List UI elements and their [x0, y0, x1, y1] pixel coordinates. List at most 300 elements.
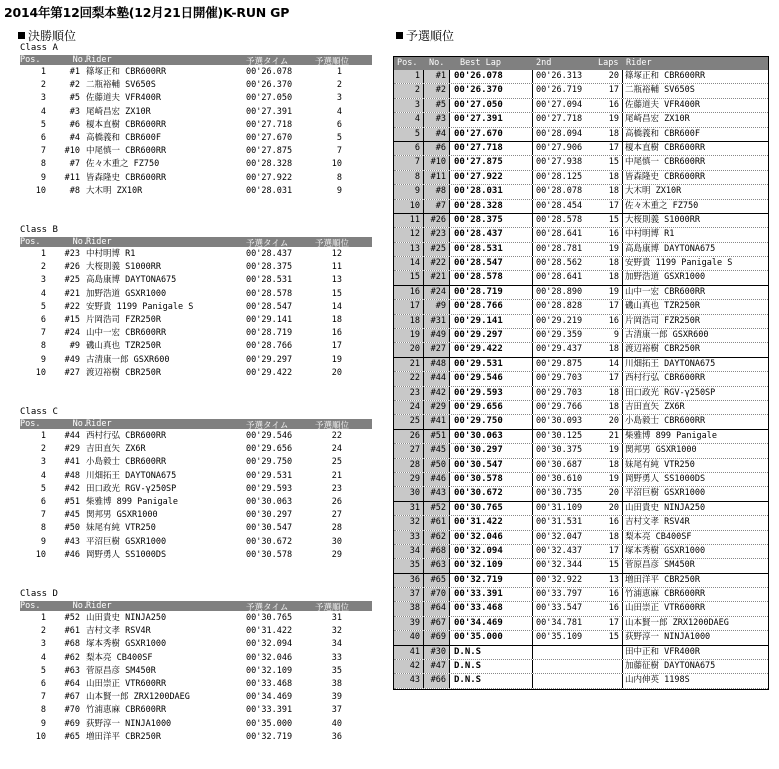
- cell-second: 00'28.781: [532, 243, 582, 256]
- cell-laps: 15: [608, 214, 619, 225]
- cell-laps: 19: [608, 114, 619, 125]
- cell-rider: 小島毅士 CBR600RR: [622, 415, 705, 428]
- cell-qual: 7: [336, 146, 342, 157]
- cell-laps: 19: [608, 445, 619, 456]
- cell-rider: 佐藤道夫 VFR400R: [622, 99, 700, 112]
- cell-best: 00'30.765: [454, 502, 503, 513]
- header-time: 予選タイム: [246, 239, 289, 249]
- cell-qual: 2: [336, 80, 342, 91]
- cell-pos: 5: [40, 665, 46, 676]
- qualifying-row: [394, 545, 768, 559]
- page-title: 2014年第12回梨本塾(12月21日開催)K-RUN GP: [4, 5, 290, 20]
- qualifying-row: [394, 516, 768, 530]
- cell-rider: 山中一宏 CBR600RR: [86, 328, 167, 339]
- cell-second: 00'29.219: [532, 315, 582, 328]
- cell-best: 00'29.531: [454, 358, 503, 369]
- cell-qual: 10: [331, 159, 342, 170]
- cell-laps: 17: [608, 200, 619, 211]
- final-result-row: [20, 470, 372, 483]
- cell-qual: 40: [331, 718, 342, 729]
- cell-second: 00'28.078: [532, 185, 582, 198]
- cell-laps: 17: [608, 617, 619, 628]
- cell-no: #65: [424, 574, 450, 587]
- final-result-row: [20, 652, 372, 665]
- cell-no: #5: [69, 93, 80, 104]
- cell-pos: 9: [40, 718, 46, 729]
- cell-no: #64: [424, 602, 450, 615]
- cell-no: #9: [69, 341, 80, 352]
- cell-time: 00'29.141: [246, 315, 293, 325]
- cell-pos: 27: [394, 444, 424, 457]
- qualifying-table: [393, 56, 769, 690]
- cell-time: 00'28.437: [246, 249, 293, 259]
- qualifying-row: [394, 559, 768, 573]
- final-result-row: [20, 79, 372, 92]
- cell-rider: 加藤征樹 DAYTONA675: [622, 660, 715, 673]
- cell-second: 00'29.766: [532, 401, 582, 414]
- final-table-header: [20, 55, 372, 65]
- cell-pos: 5: [40, 301, 46, 312]
- cell-no: #69: [64, 718, 80, 729]
- cell-pos: 2: [40, 444, 46, 455]
- cell-qual: 4: [336, 106, 342, 117]
- cell-no: #15: [64, 315, 80, 325]
- final-table-header: [20, 601, 372, 611]
- cell-qual: 37: [331, 705, 342, 716]
- final-result-row: [20, 456, 372, 469]
- cell-second: 00'29.875: [532, 358, 582, 371]
- cell-laps: 16: [608, 99, 619, 110]
- cell-second: 00'28.641: [532, 228, 582, 241]
- cell-rider: 塚本秀樹 GSXR1000: [622, 545, 705, 558]
- cell-best: 00'30.547: [454, 459, 503, 470]
- cell-rider: 大木明 ZX10R: [622, 185, 681, 198]
- cell-no: #8: [424, 185, 450, 198]
- cell-second: 00'28.578: [532, 214, 582, 227]
- cell-rider: 平沼巨樹 GSXR1000: [622, 487, 705, 500]
- cell-laps: 15: [608, 632, 619, 643]
- cell-pos: 25: [394, 415, 424, 428]
- cell-rider: 梨本亮 CB400SF: [622, 531, 691, 544]
- cell-time: 00'32.046: [246, 652, 293, 663]
- cell-no: #50: [64, 523, 80, 534]
- cell-pos: 18: [394, 315, 424, 328]
- qualifying-row: [394, 631, 768, 645]
- cell-pos: 20: [394, 343, 424, 356]
- cell-laps: 14: [608, 358, 619, 369]
- cell-rider: 岡野勇人 SS1000DS: [86, 549, 167, 560]
- final-results-heading-text: 決勝順位: [28, 29, 77, 43]
- cell-qual: 16: [331, 328, 342, 339]
- cell-time: 00'28.031: [246, 185, 293, 196]
- cell-best: 00'28.375: [454, 214, 503, 225]
- cell-no: #21: [64, 288, 80, 299]
- cell-time: 00'29.593: [246, 483, 293, 494]
- cell-best: 00'29.750: [454, 416, 503, 427]
- cell-best: 00'32.719: [454, 574, 503, 585]
- cell-pos: 5: [40, 483, 46, 494]
- final-table-header: [20, 419, 372, 429]
- cell-time: 00'32.094: [246, 639, 293, 650]
- cell-time: 00'27.391: [246, 106, 293, 117]
- cell-time: 00'28.578: [246, 288, 293, 299]
- cell-no: #1: [69, 67, 80, 77]
- cell-no: #24: [64, 328, 80, 339]
- cell-no: #10: [424, 156, 450, 169]
- cell-time: 00'30.765: [246, 613, 293, 623]
- cell-rider: 高橋義和 CBR600F: [622, 128, 700, 141]
- cell-no: #49: [424, 329, 450, 342]
- final-result-row: [20, 522, 372, 535]
- cell-second: 00'32.922: [532, 574, 582, 587]
- header-time: 予選タイム: [246, 57, 289, 67]
- qualifying-row: [394, 660, 768, 674]
- cell-second: 00'28.641: [532, 271, 582, 284]
- final-result-row: [20, 66, 372, 79]
- qualifying-row: [394, 502, 768, 516]
- cell-laps: 18: [608, 459, 619, 470]
- cell-second: 00'29.437: [532, 343, 582, 356]
- cell-no: #4: [69, 133, 80, 143]
- cell-rider: 二瓶裕輔 SV650S: [622, 84, 695, 97]
- cell-best: 00'33.468: [454, 603, 503, 614]
- cell-laps: [594, 660, 619, 673]
- cell-best: 00'34.469: [454, 617, 503, 628]
- cell-no: #61: [424, 516, 450, 529]
- cell-laps: 17: [608, 85, 619, 96]
- qualifying-row: [394, 531, 768, 545]
- final-result-row: [20, 536, 372, 549]
- cell-rider: 安野貴 1199 Panigale S: [622, 257, 732, 270]
- cell-laps: 18: [608, 258, 619, 269]
- cell-pos: 16: [394, 286, 424, 299]
- cell-best: D.N.S: [454, 661, 482, 672]
- cell-no: #67: [64, 692, 80, 703]
- cell-pos: 33: [394, 531, 424, 544]
- header-pos: Pos.: [20, 237, 41, 247]
- cell-second: 00'29.703: [532, 372, 582, 385]
- final-table-header: [20, 237, 372, 247]
- cell-second: 00'30.687: [532, 459, 582, 472]
- cell-qual: 38: [331, 679, 342, 689]
- cell-time: 00'29.546: [246, 431, 293, 441]
- cell-no: #68: [424, 545, 450, 558]
- cell-best: 00'35.000: [454, 632, 503, 643]
- cell-best: 00'30.297: [454, 445, 503, 456]
- cell-second: 00'31.109: [532, 502, 582, 515]
- final-result-row: [20, 340, 372, 353]
- cell-no: #7: [424, 200, 450, 213]
- cell-pos: 2: [40, 80, 46, 91]
- cell-pos: 7: [394, 156, 424, 169]
- cell-second: 00'30.735: [532, 487, 582, 500]
- cell-rider: 柴雅博 899 Panigale: [622, 430, 717, 443]
- cell-no: #50: [424, 459, 450, 472]
- cell-pos: 3: [394, 99, 424, 112]
- header-qual: 予選順位: [314, 239, 349, 249]
- cell-no: #52: [424, 502, 450, 515]
- cell-qual: 5: [336, 133, 342, 143]
- header-rider: Rider: [86, 601, 112, 611]
- cell-best: 00'30.672: [454, 488, 503, 499]
- final-result-row: [20, 496, 372, 509]
- cell-no: #3: [69, 106, 80, 117]
- cell-qual: 36: [331, 731, 342, 742]
- cell-rider: 竹浦恵麻 CBR600RR: [622, 588, 705, 601]
- cell-second: 00'32.047: [532, 531, 582, 544]
- cell-time: 00'27.875: [246, 146, 293, 157]
- cell-laps: 20: [608, 502, 619, 513]
- cell-pos: 32: [394, 516, 424, 529]
- cell-no: #1: [424, 70, 450, 83]
- cell-rider: 平沼巨樹 GSXR1000: [86, 536, 167, 547]
- cell-laps: 19: [608, 473, 619, 484]
- header-qual: 予選順位: [314, 57, 349, 67]
- cell-pos: 8: [40, 705, 46, 716]
- cell-pos: 10: [35, 185, 46, 196]
- cell-rider: 山内伸英 1198S: [622, 674, 690, 687]
- final-result-row: [20, 327, 372, 340]
- cell-second: 00'28.454: [532, 200, 582, 213]
- cell-time: 00'28.531: [246, 275, 293, 286]
- cell-rider: 榎本直樹 CBR600RR: [86, 119, 167, 130]
- cell-laps: 16: [608, 603, 619, 614]
- qualifying-row: [394, 315, 768, 329]
- qualifying-row: [394, 214, 768, 228]
- final-result-row: [20, 92, 372, 105]
- final-result-row: [20, 612, 372, 625]
- cell-no: #44: [424, 372, 450, 385]
- cell-pos: 2: [40, 626, 46, 637]
- cell-no: #27: [424, 343, 450, 356]
- cell-pos: 9: [40, 354, 46, 365]
- cell-rider: 西村行弘 CBR600RR: [622, 372, 705, 385]
- cell-rider: 山中一宏 CBR600RR: [622, 286, 705, 299]
- cell-pos: 10: [35, 731, 46, 742]
- cell-laps: 19: [608, 243, 619, 254]
- cell-no: #24: [424, 286, 450, 299]
- cell-qual: 31: [331, 613, 342, 623]
- cell-pos: 1: [40, 249, 46, 259]
- cell-best: 00'32.094: [454, 545, 503, 556]
- cell-rider: 西村行弘 CBR600RR: [86, 431, 167, 441]
- cell-no: #43: [424, 487, 450, 500]
- cell-rider: 増田洋平 CBR250R: [86, 731, 161, 742]
- cell-pos: 26: [394, 430, 424, 443]
- cell-laps: 20: [608, 71, 619, 81]
- cell-rider: 片岡浩司 FZR250R: [86, 315, 161, 325]
- cell-rider: 岡野勇人 SS1000DS: [622, 473, 705, 486]
- header-no: No.: [429, 58, 445, 68]
- cell-pos: 1: [394, 70, 424, 83]
- cell-time: 00'30.547: [246, 523, 293, 534]
- cell-best: 00'28.437: [454, 229, 503, 240]
- cell-pos: 17: [394, 300, 424, 313]
- cell-best: 00'29.656: [454, 401, 503, 412]
- cell-no: #2: [424, 84, 450, 97]
- cell-pos: 11: [394, 214, 424, 227]
- cell-pos: 40: [394, 631, 424, 644]
- cell-pos: 8: [40, 159, 46, 170]
- cell-no: #69: [424, 631, 450, 644]
- qualifying-row: [394, 343, 768, 357]
- cell-no: #29: [64, 444, 80, 455]
- cell-rider: 竹浦恵麻 CBR600RR: [86, 705, 167, 716]
- cell-pos: 4: [40, 106, 46, 117]
- final-result-row: [20, 314, 372, 327]
- cell-laps: 15: [608, 157, 619, 168]
- cell-no: #70: [424, 588, 450, 601]
- cell-rider: 山本賢一郎 ZRX1200DAEG: [86, 692, 190, 703]
- cell-time: 00'34.469: [246, 692, 293, 703]
- cell-rider: 大木明 ZX10R: [86, 185, 143, 196]
- final-result-row: [20, 509, 372, 522]
- cell-second: 00'30.610: [532, 473, 582, 486]
- cell-no: #63: [64, 665, 80, 676]
- qualifying-heading-text: 予選順位: [406, 29, 455, 43]
- cell-no: #30: [424, 646, 450, 659]
- cell-rider: 吉田直矢 ZX6R: [622, 401, 685, 414]
- cell-no: #3: [424, 113, 450, 126]
- cell-pos: 1: [40, 613, 46, 623]
- cell-best: 00'33.391: [454, 589, 503, 600]
- cell-qual: 9: [336, 185, 342, 196]
- cell-best: D.N.S: [454, 646, 482, 657]
- cell-rider: 佐々木重之 FZ750: [86, 159, 160, 170]
- cell-laps: 18: [608, 186, 619, 197]
- cell-rider: 磯山真也 TZR250R: [86, 341, 161, 352]
- cell-rider: 関邦男 GSXR1000: [86, 510, 158, 521]
- final-result-row: [20, 106, 372, 119]
- cell-rider: 片岡浩司 FZR250R: [622, 315, 700, 328]
- header-rider: Rider: [86, 237, 112, 247]
- cell-second: 00'26.719: [532, 84, 582, 97]
- cell-rider: 関邦男 GSXR1000: [622, 444, 697, 457]
- cell-no: #47: [424, 660, 450, 673]
- cell-rider: 柴雅博 899 Panigale: [86, 497, 179, 507]
- cell-second: 00'33.547: [532, 602, 582, 615]
- final-result-row: [20, 443, 372, 456]
- cell-pos: 7: [40, 146, 46, 157]
- qualifying-row: [394, 113, 768, 127]
- cell-best: 00'27.922: [454, 171, 503, 182]
- cell-pos: 30: [394, 487, 424, 500]
- cell-rider: 川畑拓王 DAYTONA675: [86, 470, 177, 481]
- cell-qual: 26: [331, 497, 342, 507]
- cell-time: 00'28.766: [246, 341, 293, 352]
- cell-qual: 29: [331, 549, 342, 560]
- cell-rider: 高橋義和 CBR600F: [86, 133, 161, 143]
- header-time: 予選タイム: [246, 421, 289, 431]
- final-result-row: [20, 158, 372, 171]
- cell-best: 00'27.670: [454, 128, 503, 139]
- cell-no: #11: [424, 171, 450, 184]
- header-qual: 予選順位: [314, 603, 349, 613]
- cell-rider: 大桜則義 S1000RR: [622, 214, 700, 227]
- cell-pos: 34: [394, 545, 424, 558]
- cell-time: 00'28.547: [246, 301, 293, 312]
- cell-second: 00'27.718: [532, 113, 582, 126]
- cell-pos: 3: [40, 275, 46, 286]
- cell-laps: 16: [608, 589, 619, 600]
- cell-laps: 18: [608, 344, 619, 355]
- cell-no: #10: [64, 146, 80, 157]
- cell-qual: 20: [331, 367, 342, 378]
- cell-qual: 27: [331, 510, 342, 521]
- header-pos: Pos.: [397, 58, 418, 68]
- cell-rider: 塚本秀樹 GSXR1000: [86, 639, 167, 650]
- cell-laps: [594, 646, 619, 659]
- cell-laps: 16: [608, 315, 619, 326]
- cell-rider: 篠塚正和 CBR600RR: [86, 67, 167, 77]
- cell-rider: 古清康一郎 GSXR600: [86, 354, 170, 365]
- cell-time: 00'26.078: [246, 67, 293, 77]
- qualifying-row: [394, 372, 768, 386]
- qualifying-table-body: [394, 70, 768, 689]
- cell-pos: 3: [40, 457, 46, 468]
- cell-qual: 30: [331, 536, 342, 547]
- cell-rider: 山本賢一郎 ZRX1200DAEG: [622, 617, 729, 630]
- final-result-row: [20, 145, 372, 158]
- class-label: Class A: [20, 43, 58, 53]
- cell-best: 00'26.078: [454, 71, 503, 81]
- qualifying-row: [394, 415, 768, 429]
- cell-pos: 9: [40, 536, 46, 547]
- final-result-row: [20, 261, 372, 274]
- cell-second: 00'30.125: [532, 430, 582, 443]
- cell-rider: 吉村文孝 RSV4R: [86, 626, 151, 637]
- cell-pos: 28: [394, 459, 424, 472]
- cell-second: 00'28.890: [532, 286, 582, 299]
- cell-qual: 35: [331, 665, 342, 676]
- cell-laps: 16: [608, 229, 619, 240]
- cell-best: 00'30.578: [454, 473, 503, 484]
- cell-no: #46: [424, 473, 450, 486]
- cell-no: #41: [424, 415, 450, 428]
- qualifying-row: [394, 588, 768, 602]
- cell-pos: 36: [394, 574, 424, 587]
- cell-rider: 佐藤道夫 VFR400R: [86, 93, 161, 104]
- cell-no: #46: [64, 549, 80, 560]
- square-bullet-icon: [396, 32, 403, 39]
- cell-pos: 8: [40, 523, 46, 534]
- cell-pos: 13: [394, 243, 424, 256]
- cell-qual: 11: [331, 262, 342, 273]
- qualifying-table-header: [394, 57, 768, 70]
- final-result-row: [20, 678, 372, 691]
- cell-rider: 中村明博 R1: [622, 228, 674, 241]
- cell-no: #45: [424, 444, 450, 457]
- qualifying-row: [394, 300, 768, 314]
- cell-time: 00'27.670: [246, 133, 293, 143]
- cell-no: #27: [64, 367, 80, 378]
- cell-no: #51: [424, 430, 450, 443]
- cell-best: 00'32.046: [454, 531, 503, 542]
- cell-qual: 23: [331, 483, 342, 494]
- cell-rider: 榎本直樹 CBR600RR: [622, 142, 705, 155]
- qualifying-row: [394, 84, 768, 98]
- cell-laps: 17: [608, 373, 619, 384]
- cell-rider: 尾崎昌宏 ZX10R: [86, 106, 151, 117]
- cell-rider: 加野浩道 GSXR1000: [622, 271, 705, 284]
- cell-qual: 25: [331, 457, 342, 468]
- cell-rider: 荻野淳一 NINJA1000: [622, 631, 710, 644]
- cell-best: 00'29.546: [454, 373, 503, 384]
- cell-time: 00'27.718: [246, 119, 293, 130]
- cell-qual: 3: [336, 93, 342, 104]
- header-no: No.: [72, 601, 88, 611]
- cell-rider: 小島毅士 CBR600RR: [86, 457, 167, 468]
